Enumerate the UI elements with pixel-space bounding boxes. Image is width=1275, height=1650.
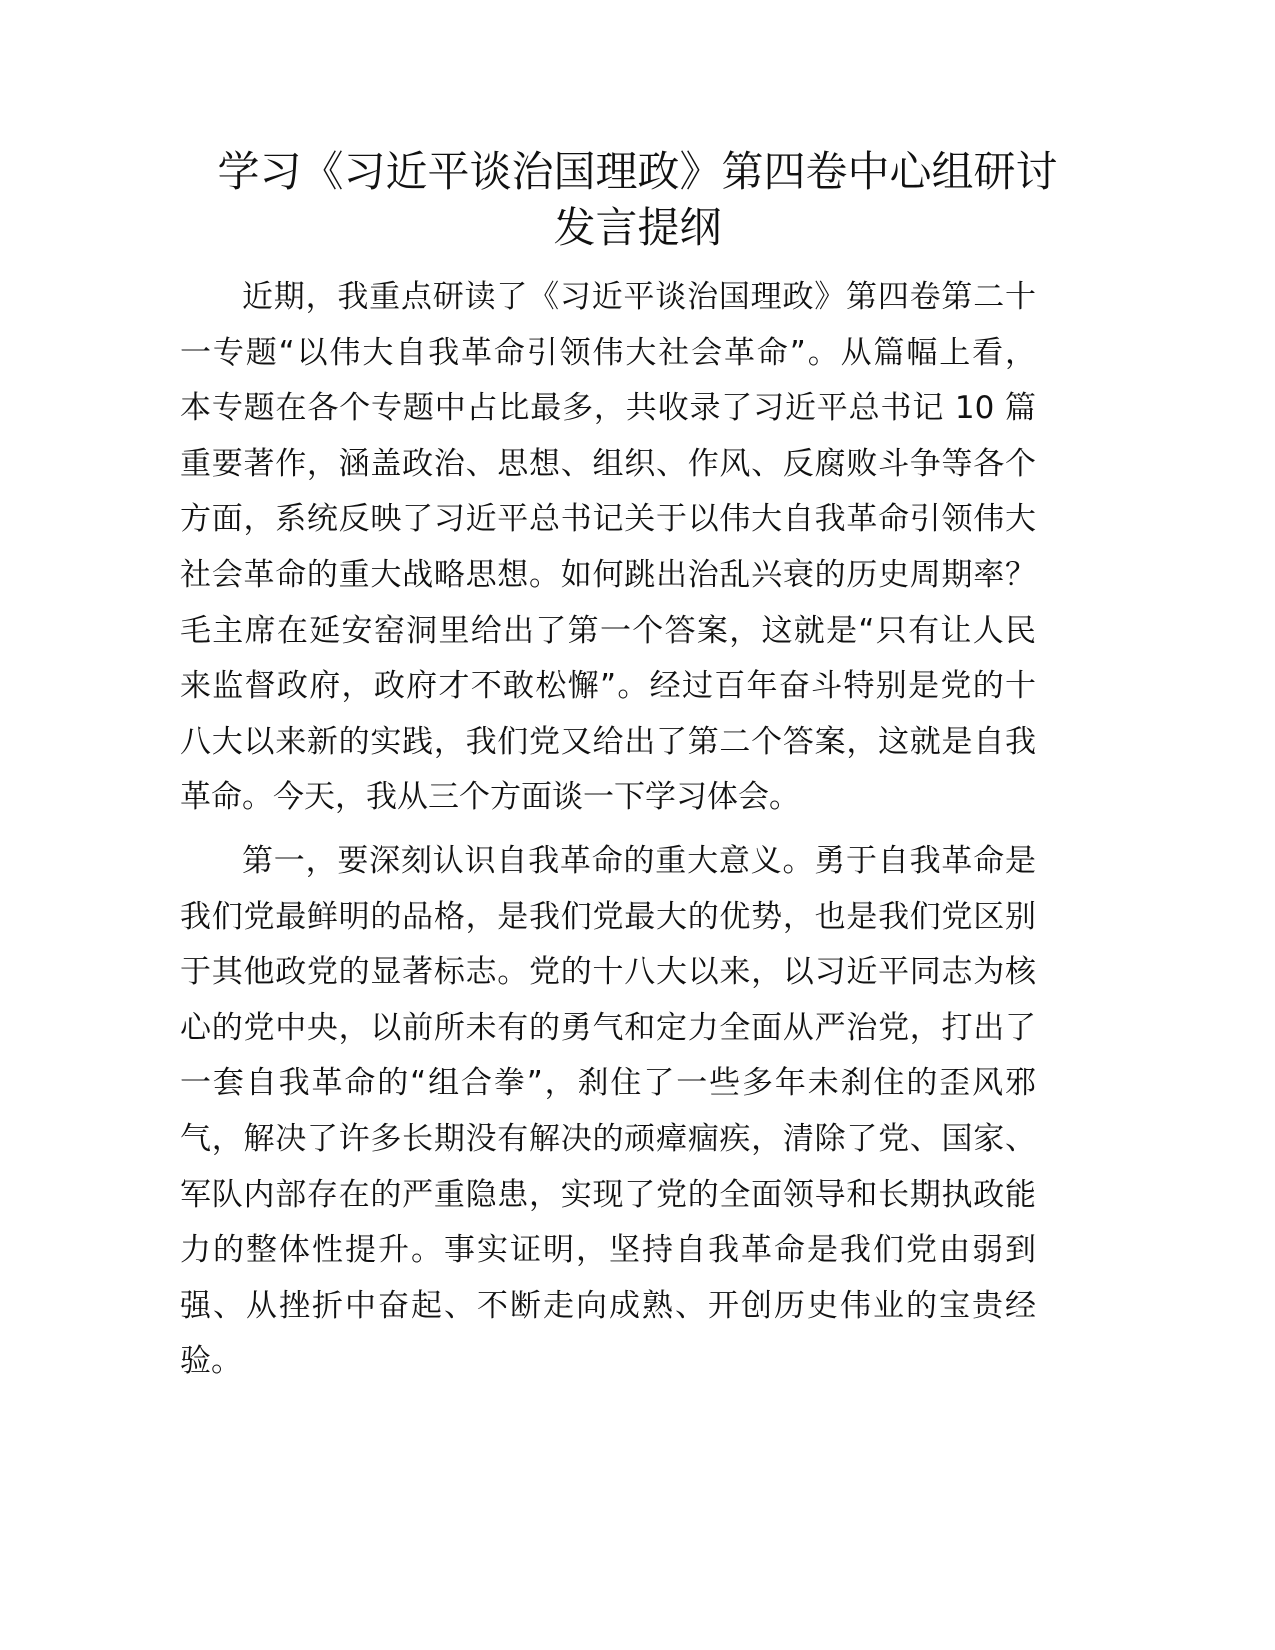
document-title [150, 144, 1125, 256]
paragraph-line: 力的整体性提升。事实证明，坚持自我革命是我们党由弱到 [180, 1232, 1036, 1269]
paragraph [180, 270, 1036, 826]
paragraph-line: 革命。今天，我从三个方面谈一下学习体会。 [180, 779, 800, 816]
paragraph-line: 方面，系统反映了习近平总书记关于以伟大自我革命引领伟大 [180, 501, 1036, 538]
paragraph-line: 验。 [180, 1343, 242, 1380]
paragraph-line: 来监督政府，政府才不敢松懈”。经过百年奋斗特别是党的十 [180, 668, 1036, 705]
paragraph-line: 气，解决了许多长期没有解决的顽瘴痼疾，清除了党、国家、 [180, 1120, 1036, 1157]
document-body [180, 270, 1036, 1398]
title-line: 发言提纲 [553, 203, 722, 252]
paragraph-line: 第一，要深刻认识自我革命的重大意义。勇于自我革命是 [242, 842, 1036, 879]
paragraph-line: 近期，我重点研读了《习近平谈治国理政》第四卷第二十 [242, 279, 1036, 315]
paragraph-line: 心的党中央，以前所未有的勇气和定力全面从严治党，打出了 [180, 1009, 1036, 1046]
paragraph-line: 强、从挫折中奋起、不断走向成熟、开创历史伟业的宝贵经 [180, 1287, 1036, 1324]
paragraph-line: 于其他政党的显著标志。党的十八大以来，以习近平同志为核 [180, 954, 1036, 991]
paragraph-line: 一套自我革命的“组合拳”，刹住了一些多年未刹住的歪风邪 [180, 1065, 1036, 1102]
paragraph-line: 本专题在各个专题中占比最多，共收录了习近平总书记 10 篇 [180, 390, 1036, 427]
paragraph [180, 834, 1036, 1390]
paragraph-line: 社会革命的重大战略思想。如何跳出治乱兴衰的历史周期率？ [180, 556, 1036, 593]
paragraph-line: 军队内部存在的严重隐患，实现了党的全面领导和长期执政能 [180, 1176, 1036, 1213]
paragraph-line: 八大以来新的实践，我们党又给出了第二个答案，这就是自我 [180, 723, 1036, 760]
title-line: 学习《习近平谈治国理政》第四卷中心组研讨 [217, 147, 1058, 196]
paragraph-line: 一专题“以伟大自我革命引领伟大社会革命”。从篇幅上看， [180, 334, 1036, 371]
paragraph-line: 毛主席在延安窑洞里给出了第一个答案，这就是“只有让人民 [180, 612, 1036, 649]
paragraph-line: 我们党最鲜明的品格，是我们党最大的优势，也是我们党区别 [180, 898, 1036, 935]
paragraph-line: 重要著作，涵盖政治、思想、组织、作风、反腐败斗争等各个 [180, 445, 1036, 482]
